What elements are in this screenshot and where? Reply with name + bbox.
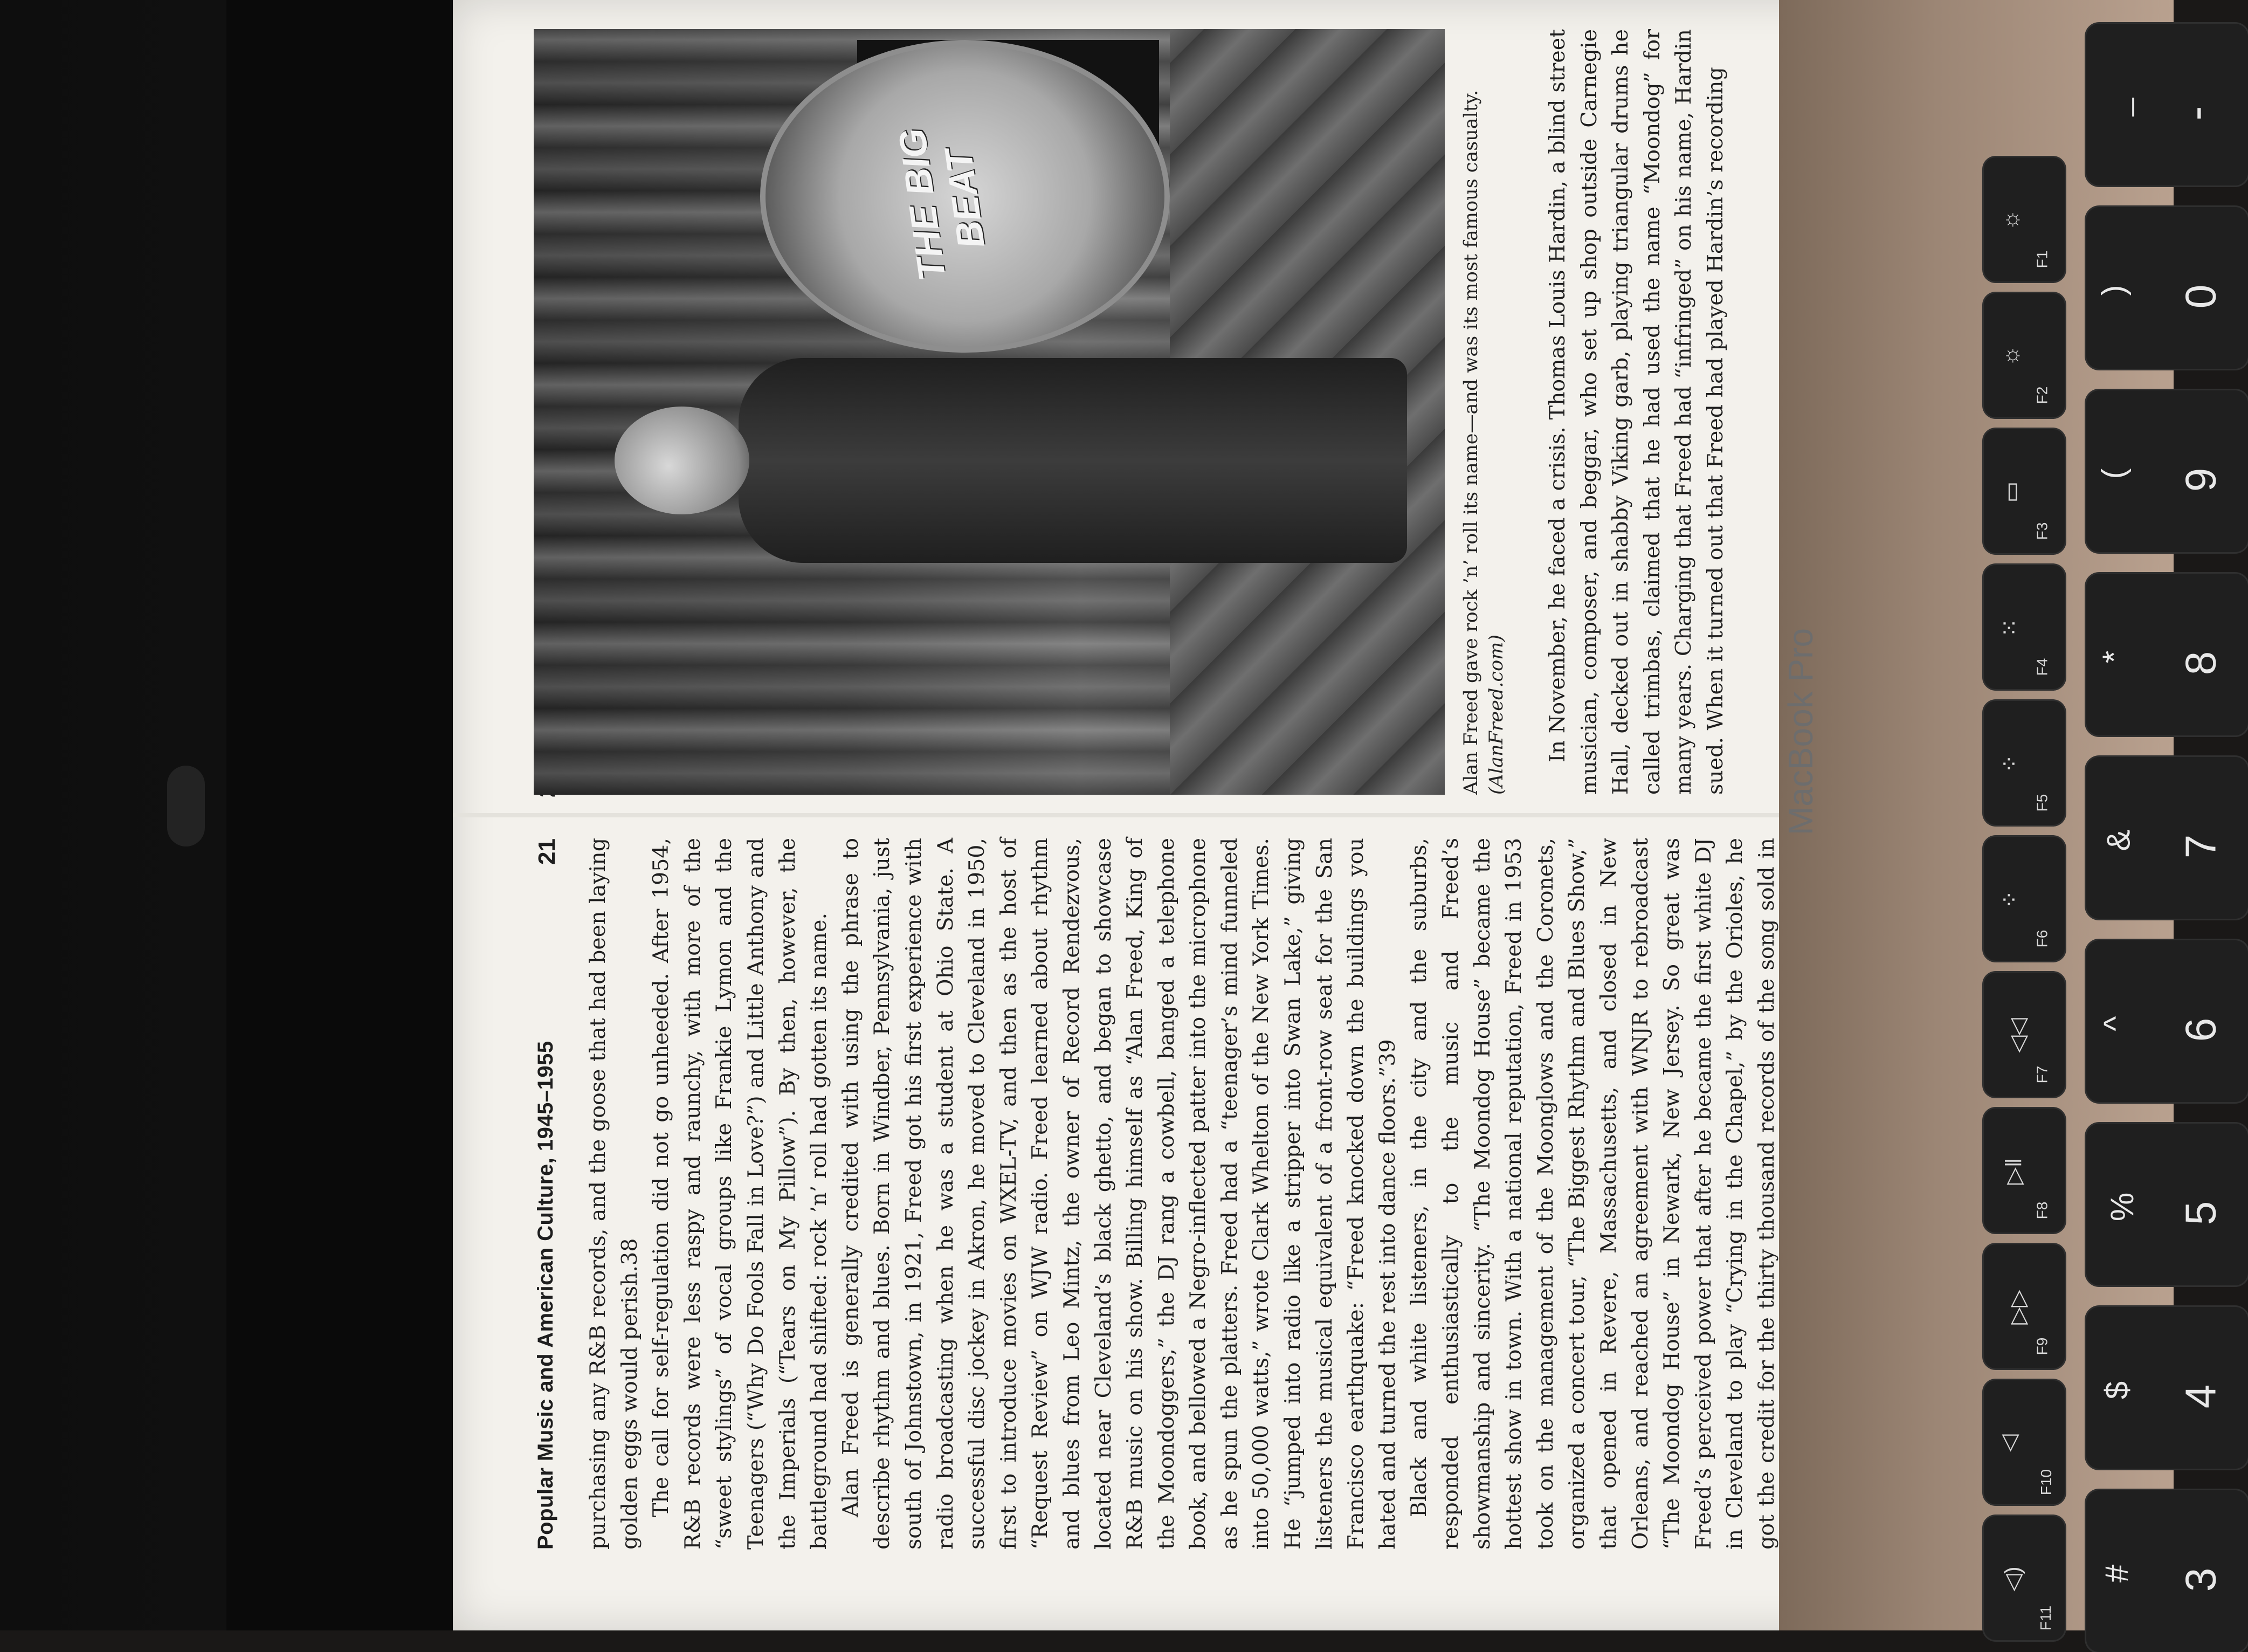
key-main-symbol: - — [2171, 106, 2220, 121]
alan-freed-photo — [534, 29, 1445, 795]
keyboard-light-down-icon: ⁘ — [1997, 754, 2023, 774]
key-f4[interactable] — [1984, 565, 2065, 689]
key-7[interactable] — [2086, 757, 2248, 919]
key-main-symbol: 8 — [2176, 651, 2225, 676]
keyboard-light-up-icon: ⁘ — [1997, 890, 2023, 910]
key-main-symbol: 0 — [2176, 284, 2225, 309]
key-shift-symbol: $ — [2099, 1381, 2135, 1400]
ebook-spread — [453, 0, 1833, 1630]
caption-text: Alan Freed gave rock ’n’ roll its name—and was its most famous casualty. — [1460, 90, 1482, 795]
key-3[interactable] — [2086, 1490, 2248, 1652]
left-page-number: 21 — [534, 838, 560, 865]
caption-credit: (AlanFreed.com) — [1486, 634, 1507, 795]
alan-freed-figure — [739, 358, 1407, 563]
key-main-symbol: 6 — [2176, 1017, 2225, 1042]
key-shift-symbol: % — [2104, 1192, 2141, 1222]
paragraph: purchasing any R&B records, and the goose that had been laying golden eggs would perish.38 — [585, 838, 642, 1550]
key-shift-symbol: ) — [2095, 285, 2132, 296]
drum-label: THE BIG BEAT — [891, 126, 993, 284]
left-page — [453, 815, 1833, 1630]
launchpad-icon: ⁙ — [1997, 618, 2023, 638]
key-label: F9 — [2033, 1337, 2051, 1355]
key-8[interactable] — [2086, 574, 2248, 735]
key-main-symbol: 3 — [2176, 1567, 2225, 1592]
key-label: F5 — [2033, 794, 2051, 811]
paragraph: In November, he faced a crisis. Thomas Louis Hardin, a blind street musician, composer, and beggar, who set up shop outside Carnegie Hall, decked out in shabby Viking garb, playing triangular drums he called trimbas, claimed that he had used the name “Moondog” for many years. Charging that Freed had “infringed” on his name, Hardin sued. When it turned out that Freed had played Hardin’s recording — [1545, 29, 1728, 795]
key-f3[interactable] — [1984, 429, 2065, 553]
key-label: F2 — [2033, 386, 2051, 404]
page-gutter — [453, 813, 1833, 817]
key-f8[interactable] — [1984, 1109, 2065, 1233]
key-f7[interactable] — [1984, 973, 2065, 1097]
key-label: F3 — [2033, 522, 2051, 540]
key-f11[interactable] — [1984, 1516, 2065, 1640]
brightness-down-icon: ☼ — [1997, 209, 2023, 231]
key-4[interactable] — [2086, 1307, 2248, 1469]
key-shift-symbol: * — [2096, 650, 2133, 664]
rewind-icon: ◁◁ — [2004, 1018, 2030, 1053]
key-main-symbol: 9 — [2176, 467, 2225, 492]
alan-freed-head — [615, 407, 749, 514]
photo-caption — [1459, 29, 1509, 795]
camera-icon — [167, 766, 205, 846]
key-label: F4 — [2033, 658, 2051, 676]
key-f1[interactable] — [1984, 157, 2065, 281]
key-label: F11 — [2037, 1605, 2054, 1630]
laptop-screen — [226, 0, 1779, 1630]
key-label: F1 — [2033, 250, 2051, 268]
key-main-symbol: 7 — [2176, 834, 2225, 859]
brand-label: MacBook Pro — [1781, 628, 1820, 836]
key-f9[interactable] — [1984, 1244, 2065, 1368]
paragraph: The call for self-regulation did not go unheeded. After 1954, R&B records were less raspy and raunchy, with more of the “sweet stylings” of vocal groups like Frankie Lymon and the Teenagers (“Why Do Fools Fall in Love?”) and Little Anthony and the Imperials (“Tears on My Pillow”). By then, however, the battleground had shifted: rock ’n’ roll had gotten its name. — [649, 838, 832, 1550]
fast-forward-icon: ▷▷ — [2004, 1290, 2030, 1325]
key-main-symbol: 5 — [2176, 1201, 2225, 1226]
key-9[interactable] — [2086, 390, 2248, 552]
key-0[interactable] — [2086, 207, 2248, 369]
left-body-text — [582, 838, 1877, 1550]
paragraph: Alan Freed is generally credited with using the phrase to describe rhythm and blues. Born in Windber, Pennsylvania, just south of Johnstown, in 1921, Freed got his first experience with radio broadcasting when he was a student at Ohio State. A successful disc jockey in Akron, he moved to Cleveland in 1950, first to introduce movies on WXEL-TV, and then as the host of “Request Review” on WJW radio. Freed learned about rhythm and blues from Leo Mintz, the owner of Record Rendezvous, located near Cleveland’s black ghetto, and began to showcase R&B music on his show. Billing himself as “Alan Freed, King of the Moondoggers,” the DJ rang a cowbell, banged a telephone book, and bellowed a Negro-inflected patter into the microphone as he spun the platters. Freed had a “teenager’s mind funneled into 50,000 watts,” wrote Clark Whelton of the New York Times. He “jumped into radio like a stripper into Swan Lake,” giving listeners the musical equivalent of a front-row seat for the San Francisco earthquake: “Freed knocked down the buildings you hated and turned the rest into dance floors.”39 — [838, 838, 1400, 1550]
brightness-up-icon: ☼ — [1997, 345, 2023, 367]
key-shift-symbol: ^ — [2097, 1016, 2134, 1031]
key-f2[interactable] — [1984, 293, 2065, 417]
key-label: F7 — [2033, 1065, 2051, 1083]
key-5[interactable] — [2086, 1124, 2248, 1285]
key-label: F8 — [2033, 1201, 2051, 1219]
key-f10[interactable] — [1984, 1380, 2065, 1504]
key--[interactable] — [2086, 24, 2248, 185]
left-running-head: Popular Music and American Culture, 1945–1955 — [534, 1041, 557, 1550]
mute-icon: ◁ — [1996, 1434, 2022, 1452]
key-shift-symbol: ( — [2095, 468, 2132, 479]
key-label: F6 — [2033, 930, 2051, 947]
key-main-symbol: 4 — [2176, 1384, 2225, 1409]
key-shift-symbol: & — [2100, 829, 2137, 851]
key-shift-symbol: # — [2099, 1564, 2135, 1583]
right-body-text — [1542, 29, 1732, 795]
paragraph: Black and white listeners, in the city and the suburbs, responded enthusiastically to the music and Freed’s showmanship and sincerity. “The Moondog House” became the hottest show in town. With a national reputation, Freed in 1953 took on the management of the Moonglows and the Coronets, organized a concert tour, “The Biggest Rhythm and Blues Show,” that opened in Revere, Massachusetts, and closed in New Orleans, and reached an agreement with WNJR to rebroadcast “The Moondog House” in Newark, New Jersey. So great was Freed’s perceived power that after he became the first white DJ in Cleveland to play “Crying in the Chapel,” by the Orioles, he got the credit for the thirty thousand records of the song sold in — [1406, 838, 1779, 1550]
key-shift-symbol: _ — [2099, 98, 2135, 116]
key-label: F10 — [2038, 1469, 2055, 1495]
key-6[interactable] — [2086, 940, 2248, 1102]
key-f6[interactable] — [1984, 837, 2065, 961]
volume-down-icon: ◁) — [1999, 1566, 2025, 1592]
key-f5[interactable] — [1984, 701, 2065, 825]
play-pause-icon: ▷‖ — [2001, 1158, 2026, 1185]
mission-control-icon: ▭ — [1998, 481, 2024, 503]
